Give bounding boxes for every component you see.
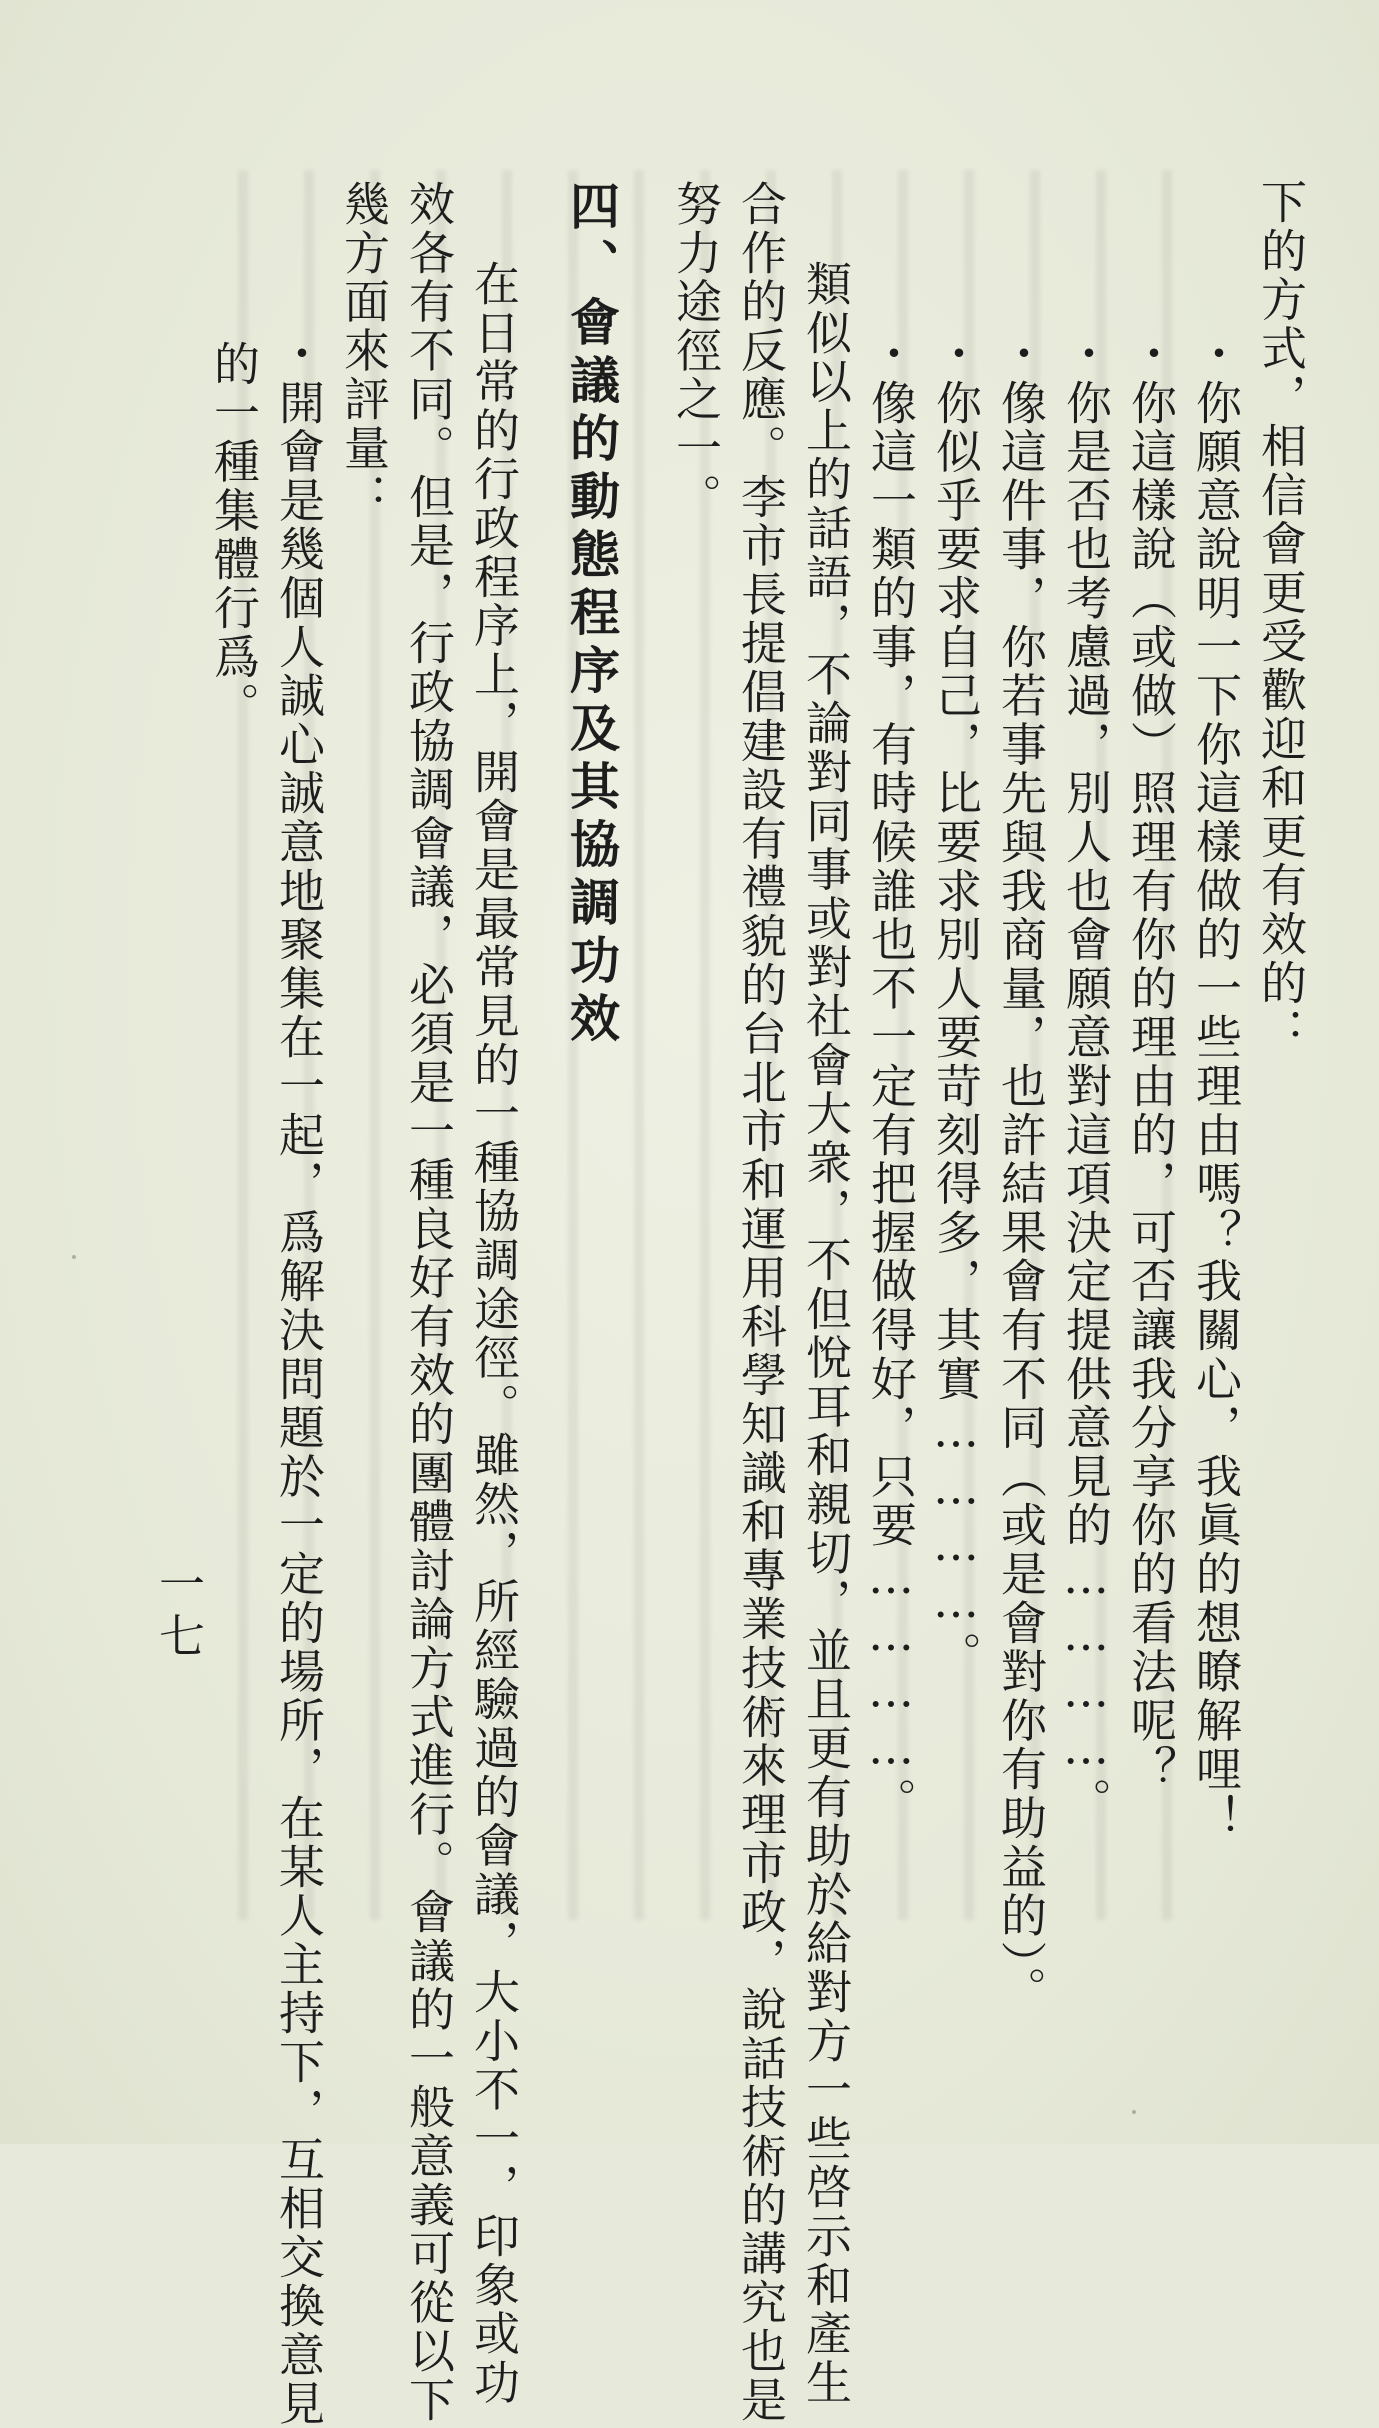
text-line: 類似以上的話語，不論對同事或對社會大衆，不但悅耳和親切，並且更有助於給對方一些啓示和產生	[799, 260, 853, 2408]
bullet-line: ・像這件事，你若事先與我商量，也許結果會有不同（或是會對你有助益的）。	[994, 330, 1048, 2015]
section-heading: 四、會議的動態程序及其協調功效	[562, 180, 621, 1050]
page-number: 一七	[152, 1560, 206, 1664]
text-line: 幾方面來評量：	[337, 180, 391, 522]
bullet-line: ・你這樣說（或做）照理有你的理由的，可否讓我分享你的看法呢？	[1124, 330, 1178, 1794]
bullet-line: ・你願意說明一下你這樣做的一些理由嗎？我關心，我眞的想瞭解哩！	[1189, 330, 1243, 1843]
bullet-line: ・開會是幾個人誠心誠意地聚集在一起，爲解決問題於一定的場所，在某人主持下，互相交換意見	[272, 330, 326, 2428]
paper-speck	[1132, 2110, 1136, 2114]
bullet-line: ・你似乎要求自己，比要求別人要苛刻得多，其實…………。	[929, 330, 983, 1680]
text-line: 合作的反應。李市長提倡建設有禮貌的台北市和運用科學知識和專業技術來理市政，說話技術的講究也是	[734, 180, 788, 2425]
bullet-line: ・你是否也考慮過，別人也會願意對這項決定提供意見的…………。	[1059, 330, 1113, 1826]
text-line: 在日常的行政程序上，開會是最常見的一種協調途徑。雖然，所經驗過的會議，大小不一，印象或功	[467, 260, 521, 2408]
text-line: 努力途徑之一。	[669, 180, 723, 522]
text-line: 效各有不同。但是，行政協調會議，必須是一種良好有效的團體討論方式進行。會議的一般意義可從以下	[402, 180, 456, 2425]
bullet-line: ・像這一類的事，有時候誰也不一定有把握做得好，只要…………。	[864, 330, 918, 1826]
text-line: 的一種集體行爲。	[207, 340, 261, 731]
paper-speck	[72, 1255, 76, 1259]
text-line: 下的方式，相信會更受歡迎和更有效的：	[1254, 178, 1308, 1057]
